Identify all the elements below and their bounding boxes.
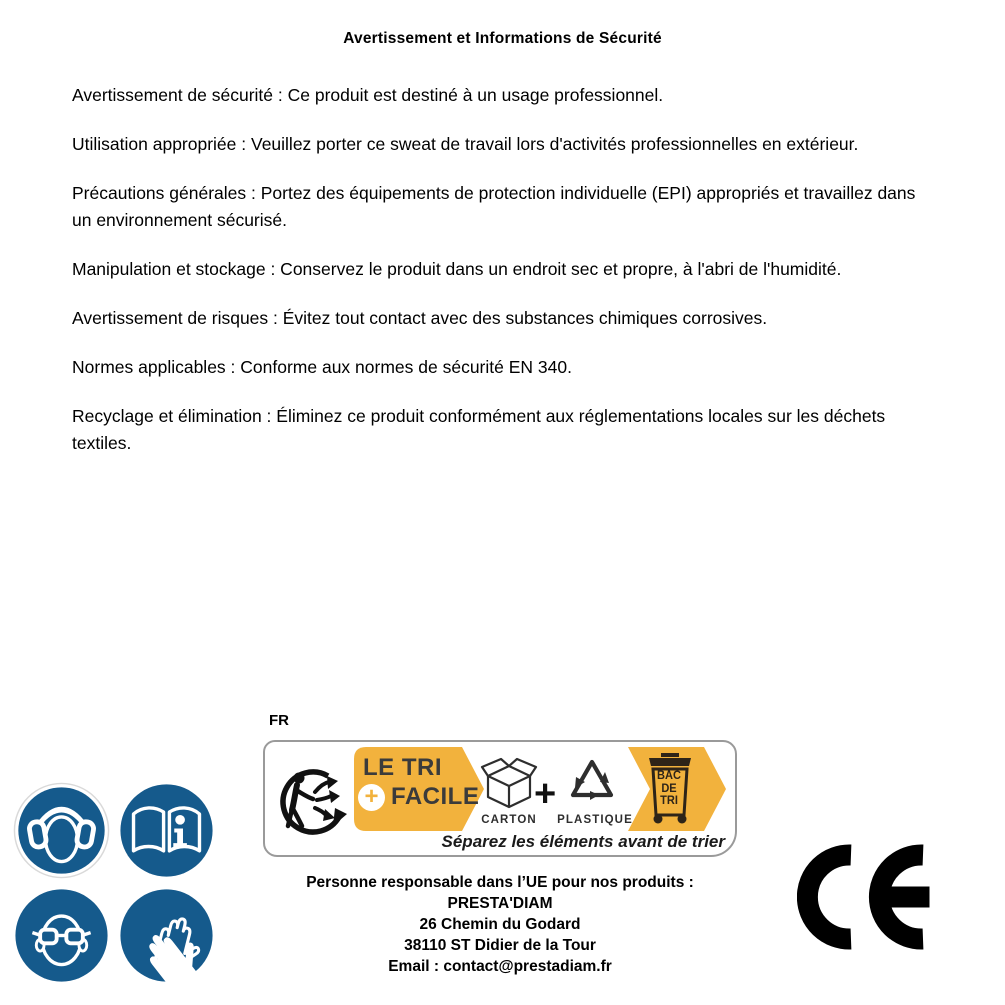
paragraph-appropriate-use: Utilisation appropriée : Veuillez porter ce sweat de travail lors d'activités professionnelles en extérieur. (72, 134, 859, 154)
responsible-person-intro: Personne responsable dans l’UE pour nos produits : (306, 874, 694, 891)
wear-protective-gloves-icon (118, 887, 215, 984)
paragraph-handling-storage: Manipulation et stockage : Conservez le produit dans un endroit sec et propre, à l'abri de l'humidité. (72, 259, 842, 279)
triman-icon (277, 752, 349, 846)
company-street: 26 Chemin du Godard (419, 916, 581, 933)
plus-sign: + (534, 773, 557, 815)
company-city: 38110 ST Didier de la Tour (404, 937, 596, 954)
tri-plus-badge: + (358, 784, 385, 811)
bin-text: BAC DE TRI (657, 768, 681, 807)
plastique-label: PLASTIQUE (557, 814, 633, 826)
tri-line2-label: FACILE (391, 783, 480, 810)
company-name: PRESTA'DIAM (447, 895, 553, 912)
read-instruction-manual-icon (118, 782, 215, 879)
page-title: Avertissement et Informations de Sécurité (343, 30, 662, 47)
paragraph-risk-warning: Avertissement de risques : Évitez tout contact avec des substances chimiques corrosives. (72, 308, 768, 328)
wear-ear-protection-icon (13, 782, 110, 879)
safety-paragraphs (72, 82, 932, 479)
paragraph-standards: Normes applicables : Conforme aux normes de sécurité EN 340. (72, 357, 572, 377)
responsible-person-block (240, 872, 760, 977)
paragraph-recycling: Recyclage et élimination : Éliminez ce produit conformément aux réglementations locales sur les déchets textiles. (72, 406, 886, 453)
sorting-tagline: Séparez les éléments avant de trier (441, 832, 725, 851)
country-code: FR (269, 712, 289, 729)
wear-eye-protection-icon (13, 887, 110, 984)
company-email: Email : contact@prestadiam.fr (388, 958, 612, 975)
paragraph-safety-warning: Avertissement de sécurité : Ce produit est destiné à un usage professionnel. (72, 85, 664, 105)
mandatory-safety-icons (13, 782, 215, 984)
sorting-label-box (263, 740, 737, 857)
recycling-sorting-label (263, 712, 741, 857)
tri-line1-label: LE TRI (363, 754, 442, 781)
carton-label: CARTON (481, 814, 537, 826)
paragraph-general-precautions: Précautions générales : Portez des équipements de protection individuelle (EPI) appropriés et travaillez dans un environnement sécurisé. (72, 183, 916, 230)
ce-mark-icon (797, 844, 930, 950)
